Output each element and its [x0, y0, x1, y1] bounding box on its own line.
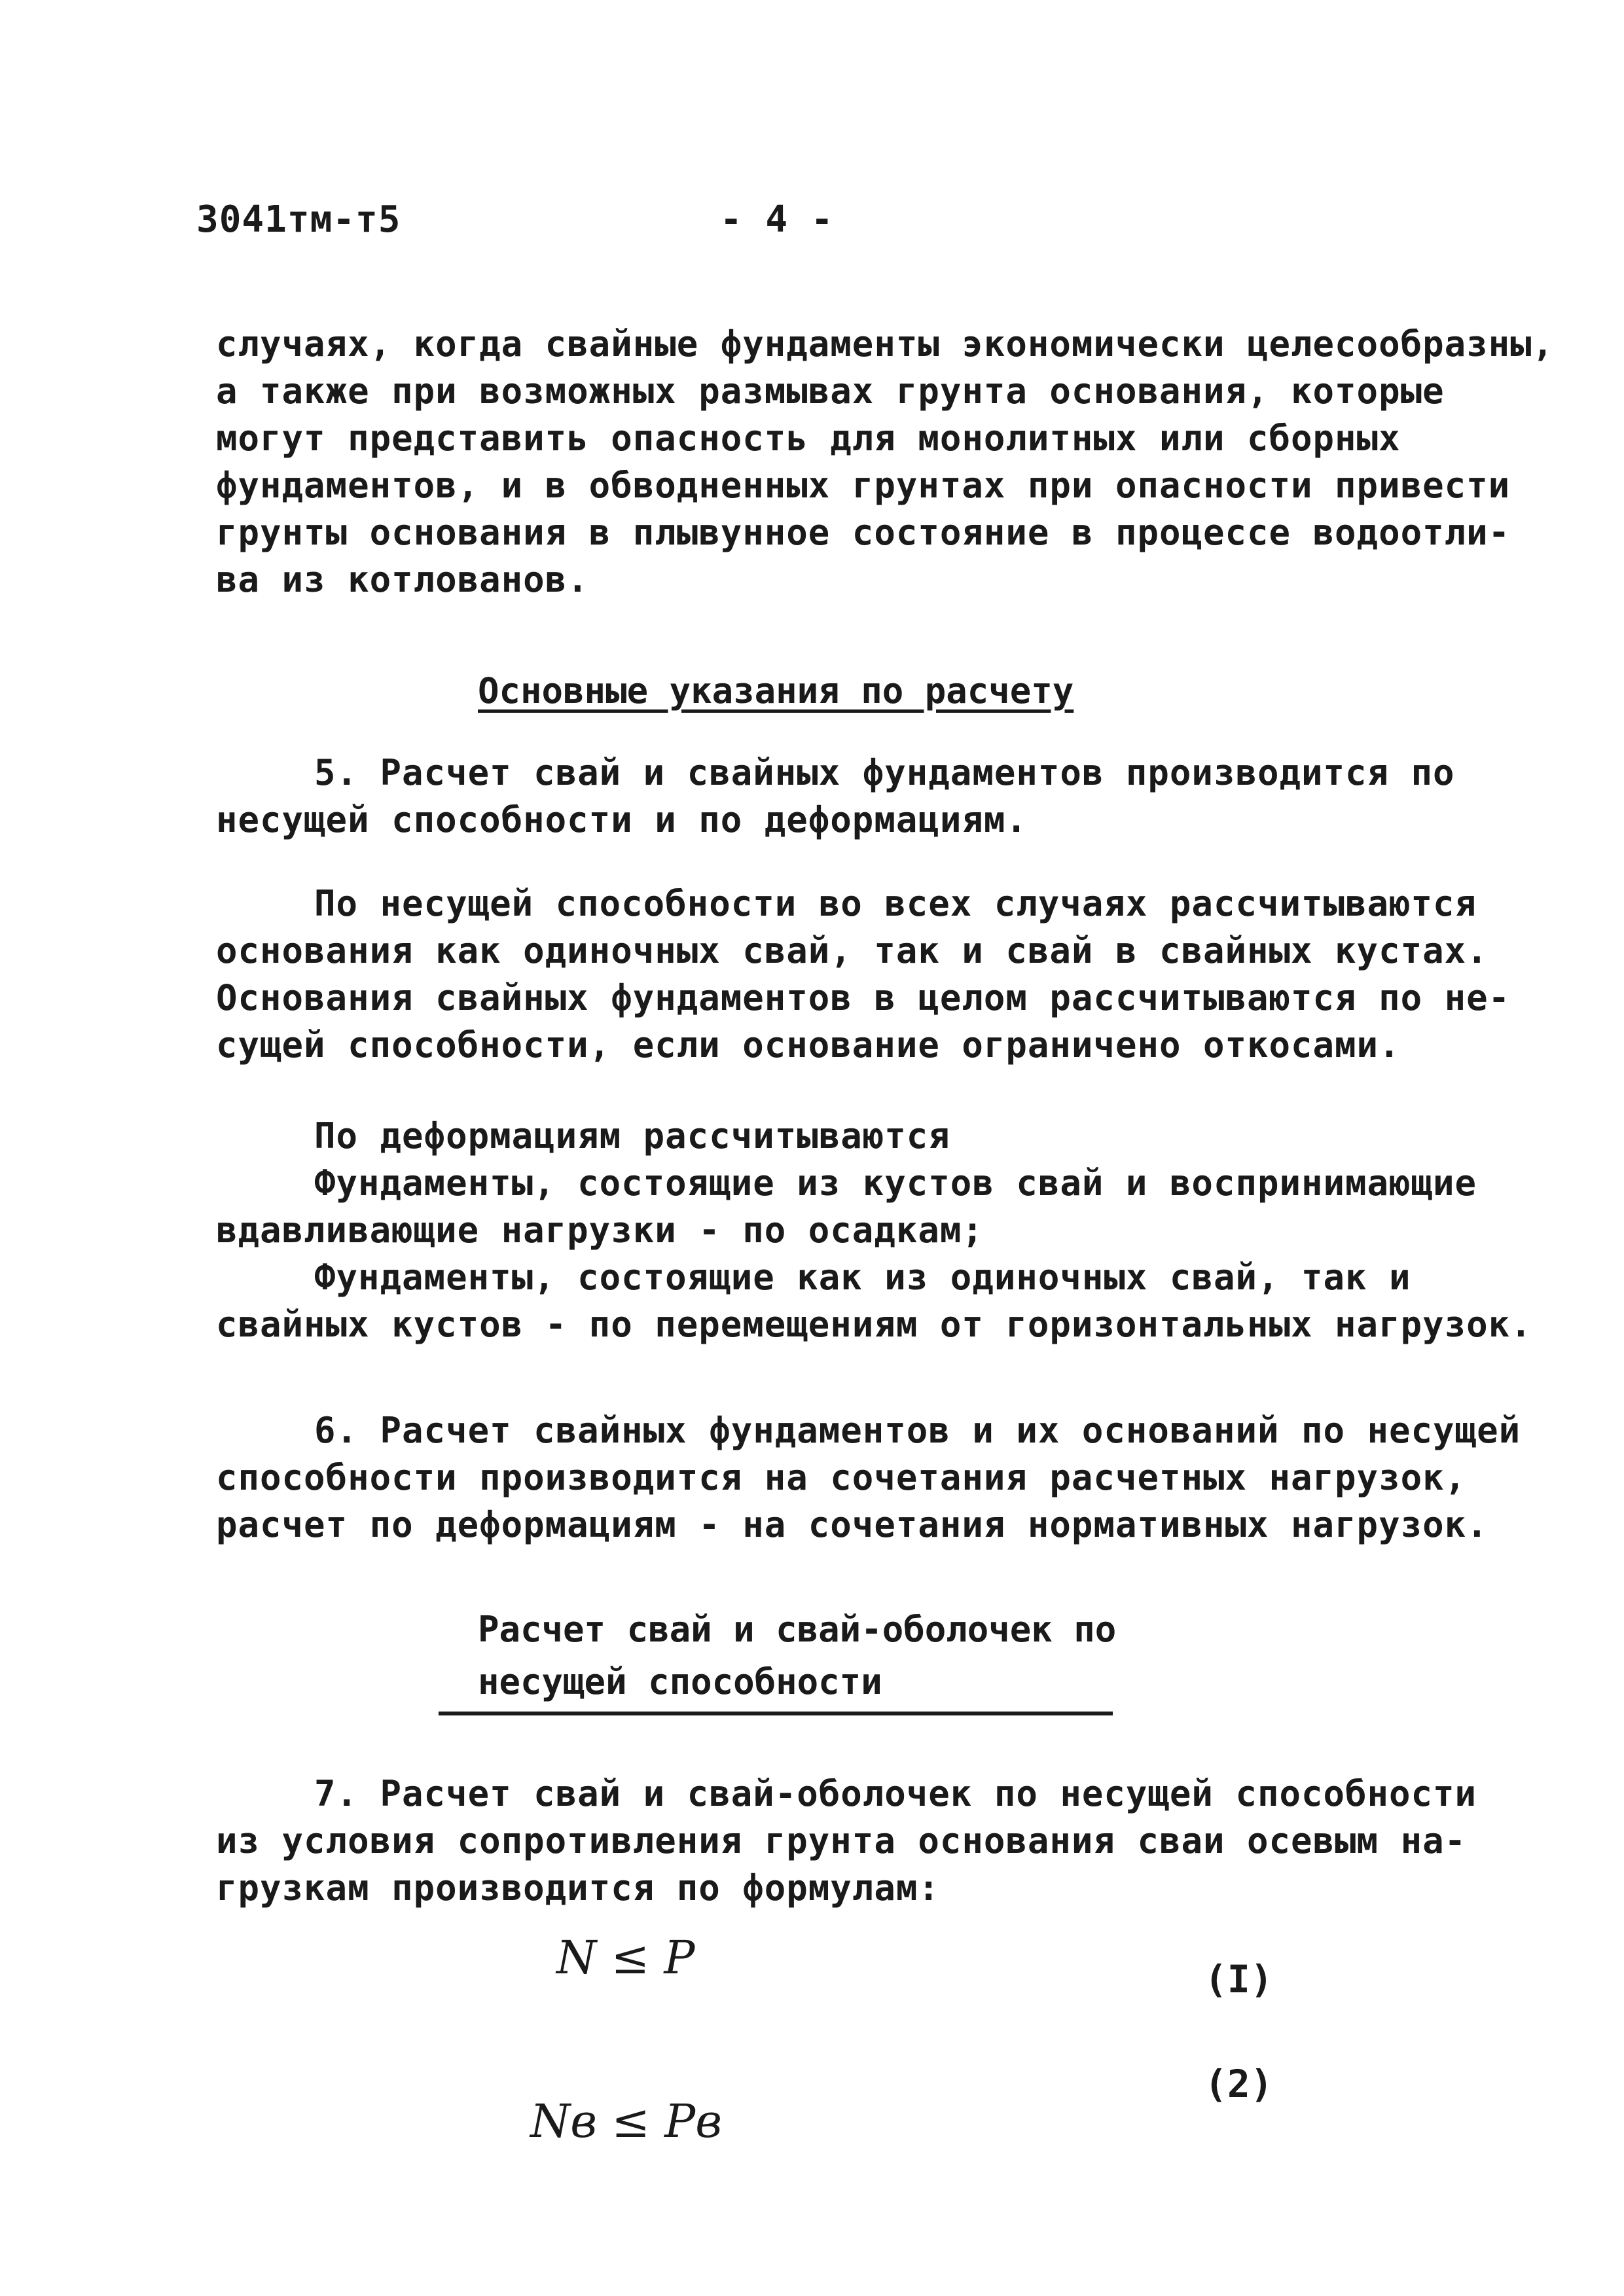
section-title-line: Расчет свай и свай-оболочек по [478, 1609, 1117, 1650]
paragraph-intro [216, 321, 1555, 603]
paragraph-line: Основания свайных фундаментов в целом рассчитываются по не- [216, 977, 1511, 1018]
formula-2-number: (2) [1204, 2062, 1273, 2106]
formula-2: Nв ≤ Pв [530, 2094, 722, 2148]
paragraph-line: расчет по деформациям - на сочетания нормативных нагрузок. [216, 1504, 1489, 1545]
paragraph-line: могут представить опасность для монолитных или сборных [216, 418, 1401, 459]
paragraph-line: основания как одиночных свай, так и свай в свайных кустах. [216, 930, 1489, 971]
paragraph-line: Фундаменты, состоящие из кустов свай и воспринимающие [314, 1162, 1477, 1204]
section-divider [439, 1712, 1113, 1715]
paragraph-5 [216, 749, 1455, 844]
paragraph-line: способности производится на сочетания расчетных нагрузок, [216, 1457, 1467, 1498]
section-title-bearing-capacity [478, 1604, 1116, 1708]
paragraph-line: грузкам производится по формулам: [216, 1867, 940, 1909]
formula-1: N ≤ P [556, 1931, 695, 1984]
page-number: - 4 - [720, 198, 834, 241]
section-title-line: несущей способности [478, 1661, 882, 1702]
paragraph-line: свайных кустов - по перемещениям от горизонтальных нагрузок. [216, 1304, 1532, 1345]
paragraph-7 [216, 1770, 1477, 1912]
paragraph-line: грунты основания в плывунное состояние в процессе водоотли- [216, 512, 1511, 553]
formula-1-number: (I) [1204, 1957, 1273, 2001]
document-code: 3041тм-т5 [196, 198, 401, 241]
paragraph-line: фундаментов, и в обводненных грунтах при опасности привести [216, 465, 1511, 506]
paragraph-line: По деформациям рассчитываются [314, 1115, 950, 1157]
paragraph-line: 7. Расчет свай и свай-оболочек по несущей способности [314, 1773, 1477, 1814]
paragraph-line: сущей способности, если основание ограничено откосами. [216, 1024, 1401, 1066]
paragraph-line: 6. Расчет свайных фундаментов и их оснований по несущей [314, 1410, 1521, 1451]
paragraph-line: По несущей способности во всех случаях рассчитываются [314, 883, 1477, 924]
paragraph-line: вдавливающие нагрузки - по осадкам; [216, 1210, 984, 1251]
section-title-main: Основные указания по расчету [478, 670, 1074, 711]
paragraph-deformations [216, 1113, 1532, 1348]
paragraph-line: ва из котлованов. [216, 559, 589, 600]
paragraph-line: 5. Расчет свай и свайных фундаментов производится по [314, 752, 1455, 793]
paragraph-bearing-capacity [216, 880, 1511, 1069]
paragraph-line: а также при возможных размывах грунта основания, которые [216, 370, 1445, 412]
paragraph-line: Фундаменты, состоящие как из одиночных свай, так и [314, 1257, 1411, 1298]
paragraph-6 [216, 1407, 1521, 1549]
paragraph-line: несущей способности и по деформациям. [216, 799, 1028, 840]
paragraph-line: случаях, когда свайные фундаменты экономически целесообразны, [216, 323, 1555, 365]
paragraph-line: из условия сопротивления грунта основания сваи осевым на- [216, 1820, 1467, 1861]
